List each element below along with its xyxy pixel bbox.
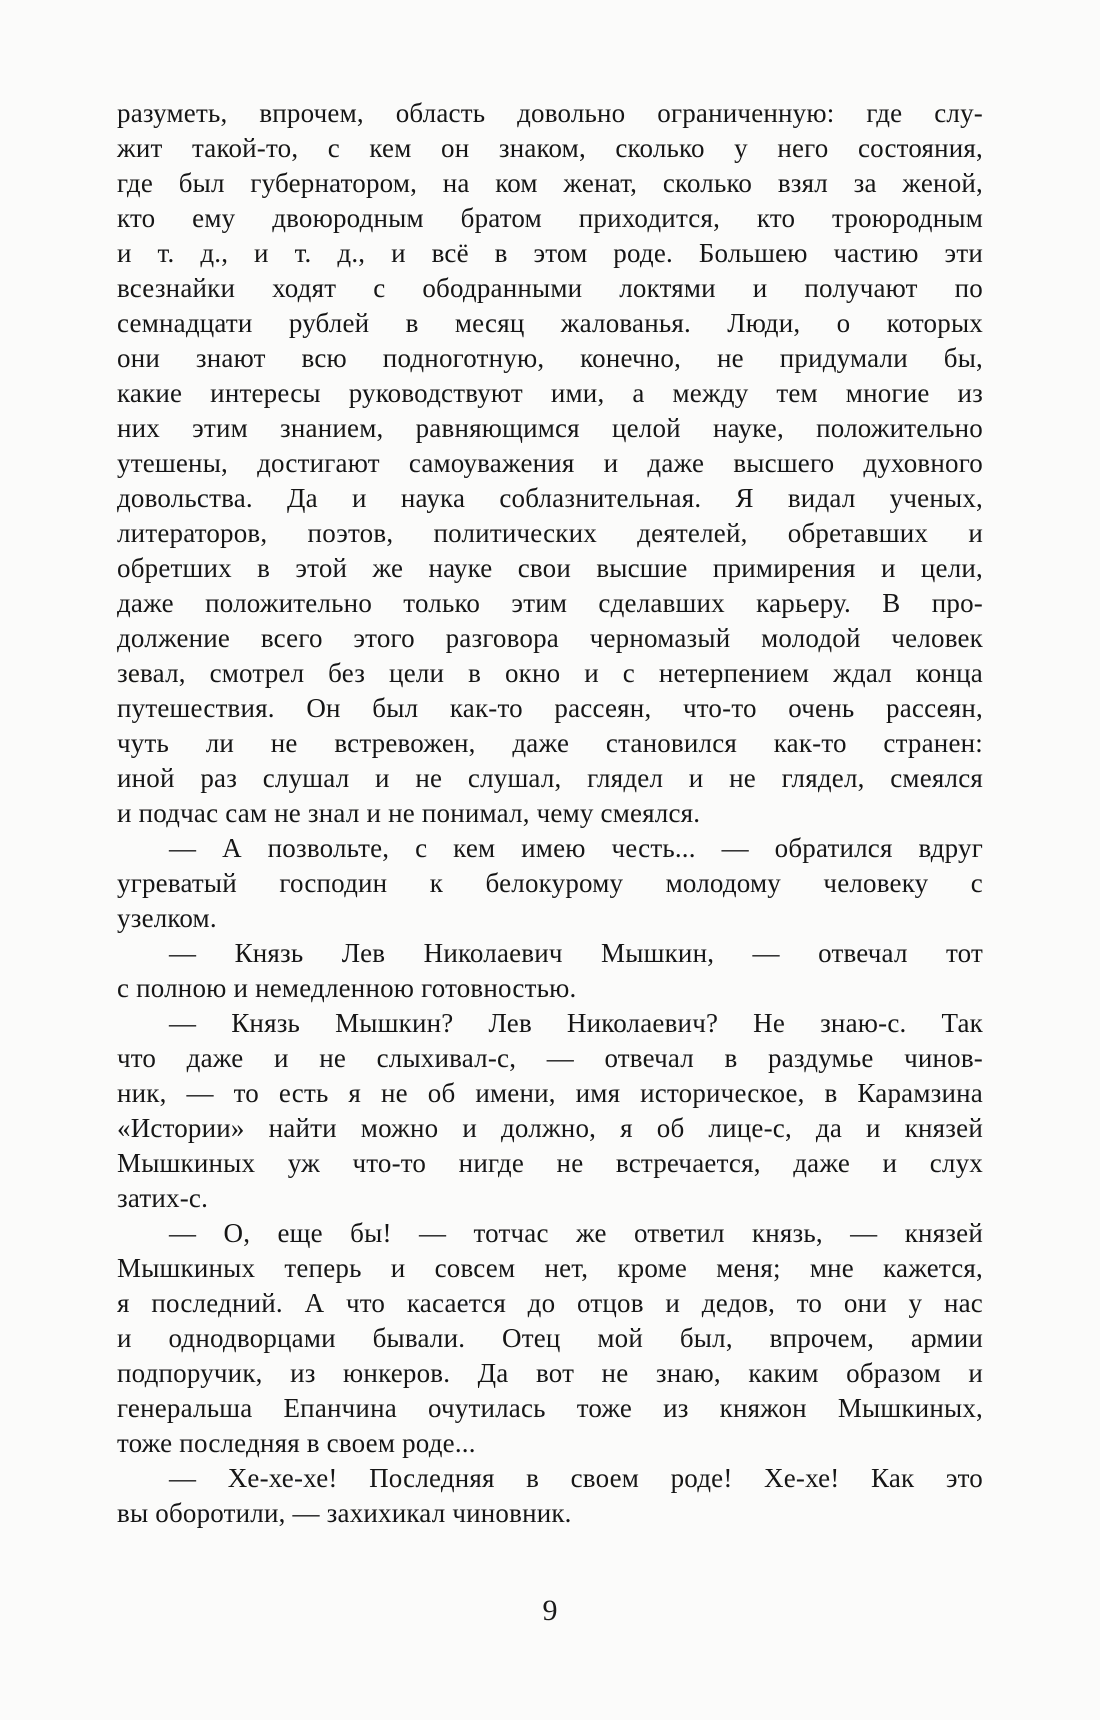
text-line: какие интересы руководствуют ими, а между тем многие из: [117, 378, 983, 408]
text-line: тоже последняя в своем роде...: [117, 1428, 476, 1458]
text-line: обретших в этой же науке свои высшие примирения и цели,: [117, 553, 983, 583]
text-line: — Князь Лев Николаевич Мышкин, — отвечал тот: [169, 938, 983, 968]
text-line: жит такой-то, с кем он знаком, сколько у него состояния,: [117, 133, 983, 163]
text-line: и однодворцами бывали. Отец мой был, впрочем, армии: [117, 1323, 983, 1353]
text-line: утешены, достигают самоуважения и даже высшего духовного: [117, 448, 983, 478]
text-line: должение всего этого разговора черномазый молодой человек: [117, 623, 983, 653]
text-line: даже положительно только этим сделавших карьеру. В про-: [117, 588, 983, 618]
page-text: [117, 96, 983, 1531]
text-line: с полною и немедленною готовностью.: [117, 973, 577, 1003]
text-line: затих-с.: [117, 1183, 209, 1213]
text-line: — Князь Мышкин? Лев Николаевич? Не знаю-с. Так: [169, 1008, 983, 1038]
text-line: узелком.: [117, 903, 217, 933]
text-line: что даже и не слыхивал-с, — отвечал в раздумье чинов-: [117, 1043, 983, 1073]
text-line: зевал, смотрел без цели в окно и с нетерпением ждал конца: [117, 658, 983, 688]
text-line: где был губернатором, на ком женат, сколько взял за женой,: [117, 168, 983, 198]
text-line: разуметь, впрочем, область довольно ограниченную: где слу-: [117, 98, 983, 128]
text-line: генеральша Епанчина очутилась тоже из княжон Мышкиных,: [117, 1393, 983, 1423]
text-line: всезнайки ходят с ободранными локтями и получают по: [117, 273, 983, 303]
text-line: них этим знанием, равняющимся целой науке, положительно: [117, 413, 983, 443]
text-line: я последний. А что касается до отцов и дедов, то они у нас: [117, 1288, 983, 1318]
text-line: Мышкиных теперь и совсем нет, кроме меня; мне кажется,: [117, 1253, 983, 1283]
text-line: литераторов, поэтов, политических деятелей, обретавших и: [117, 518, 983, 548]
text-line: угреватый господин к белокурому молодому человеку с: [117, 868, 983, 898]
text-line: — Хе-хе-хе! Последняя в своем роде! Хе-хе! Как это: [169, 1463, 983, 1493]
text-line: и подчас сам не знал и не понимал, чему смеялся.: [117, 798, 701, 828]
text-line: подпоручик, из юнкеров. Да вот не знаю, каким образом и: [117, 1358, 983, 1388]
text-line: иной раз слушал и не слушал, глядел и не глядел, смеялся: [117, 763, 983, 793]
text-line: ник, — то есть я не об имени, имя историческое, в Карамзина: [117, 1078, 983, 1108]
text-line: — О, еще бы! — тотчас же ответил князь, — князей: [169, 1218, 983, 1248]
text-line: — А позвольте, с кем имею честь... — обратился вдруг: [169, 833, 983, 863]
text-line: они знают всю подноготную, конечно, не придумали бы,: [117, 343, 983, 373]
text-line: вы оборотили, — захихикал чиновник.: [117, 1498, 572, 1528]
text-line: «Истории» найти можно и должно, я об лице-с, да и князей: [117, 1113, 983, 1143]
text-line: семнадцати рублей в месяц жалованья. Люди, о которых: [117, 308, 983, 338]
text-line: довольства. Да и наука соблазнительная. Я видал ученых,: [117, 483, 983, 513]
text-line: Мышкиных уж что-то нигде не встречается, даже и слух: [117, 1148, 983, 1178]
text-line: путешествия. Он был как-то рассеян, что-то очень рассеян,: [117, 693, 983, 723]
text-line: чуть ли не встревожен, даже становился как-то странен:: [117, 728, 983, 758]
page-number: 9: [542, 1594, 558, 1627]
text-line: кто ему двоюродным братом приходится, кто троюродным: [117, 203, 983, 233]
text-line: и т. д., и т. д., и всё в этом роде. Большею частию эти: [117, 238, 983, 268]
